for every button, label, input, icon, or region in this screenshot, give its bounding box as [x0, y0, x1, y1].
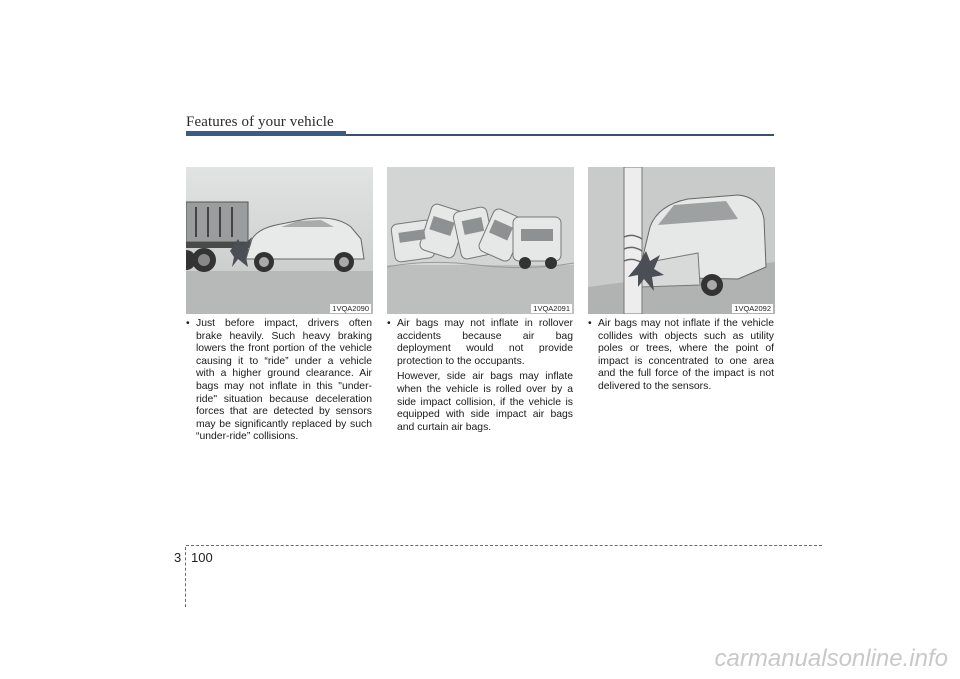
- figure-code: 1VQA2091: [533, 304, 570, 313]
- bullet-text: Air bags may not inflate if the vehicle collides with objects such as utility poles or trees, where the point of impact is concentrated to one area and the full force of the impact is not delivered to the sensors.: [598, 318, 774, 392]
- footer-divider: [185, 547, 186, 607]
- bullet-item: [588, 318, 774, 394]
- section-title: Features of your vehicle: [186, 114, 334, 130]
- header-accent-bar: [186, 131, 346, 136]
- bullet-icon: •: [588, 318, 592, 329]
- footer-rule: [186, 545, 822, 546]
- bullet-continuation: However, side air bags may inflate when the vehicle is rolled over by a side impact collision, if the vehicle is equipped with side impact air bags and curtain air bags.: [397, 371, 573, 433]
- column-underride: [186, 318, 372, 444]
- page-number: 100: [191, 550, 213, 565]
- figure-code: 1VQA2092: [734, 304, 771, 313]
- bullet-text: Just before impact, drivers often brake heavily. Such heavy braking lowers the front portion of the vehicle causing it to “ride” under a vehicle with a higher ground clearance. Air bags may not inflate in this "under-ride" situation because deceleration forces that are detected by sensors may be significantly replaced by such “under-ride” collisions.: [196, 318, 372, 443]
- figure-rollover: [387, 167, 574, 314]
- header-rule: [346, 134, 774, 136]
- column-rollover: [387, 318, 573, 434]
- figure-code: 1VQA2090: [332, 304, 369, 313]
- bullet-icon: •: [387, 318, 391, 329]
- figure-underride: [186, 167, 373, 314]
- figure-pole: [588, 167, 775, 314]
- bullet-item: [387, 318, 573, 368]
- bullet-icon: •: [186, 318, 190, 329]
- truck-underride-collision-illustration: [186, 167, 373, 314]
- column-pole: [588, 318, 774, 394]
- chapter-number: 3: [174, 550, 182, 565]
- bullet-text: Air bags may not inflate in rollover accidents because air bag deployment would not provide protection to the occupants.: [397, 318, 573, 367]
- vehicle-rollover-illustration: [387, 167, 574, 314]
- pole-collision-illustration: [588, 167, 775, 314]
- watermark: carmanualsonline.info: [714, 645, 948, 672]
- bullet-item: [186, 318, 372, 444]
